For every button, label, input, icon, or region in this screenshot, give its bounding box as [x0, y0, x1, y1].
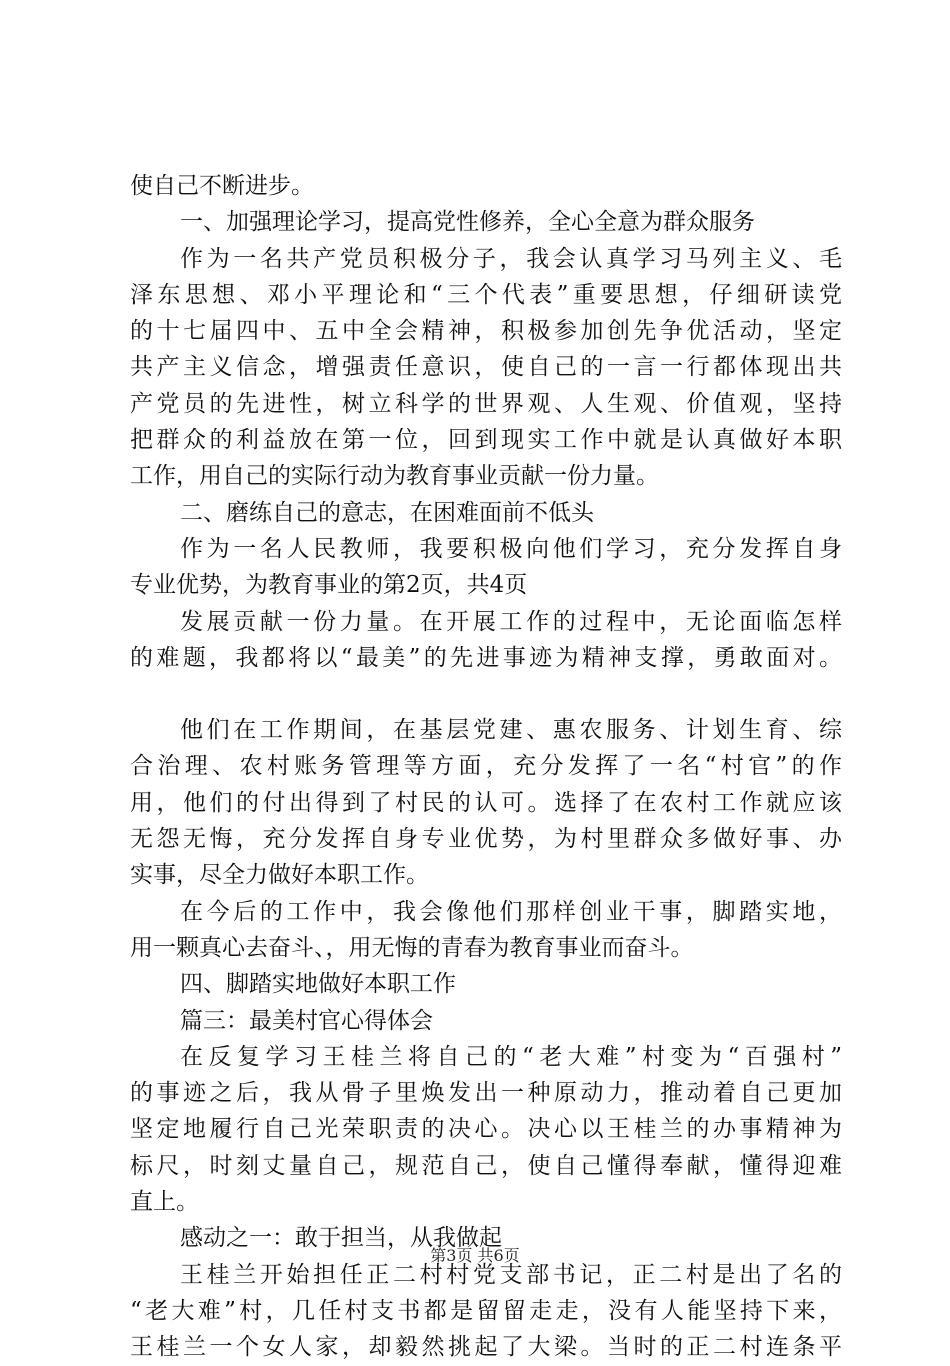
text-line: 坚定地履行自己光荣职责的决心。决心以王桂兰的办事精神为 — [130, 1116, 842, 1143]
text-line: 无怨无悔，充分发挥自身专业优势，为村里群众多做好事、办 — [130, 826, 842, 853]
text-line: 共产主义信念，增强责任意识，使自己的一言一行都体现出共 — [130, 354, 842, 381]
text-line: 实事，尽全力做好本职工作。 — [130, 862, 429, 889]
text-line: “老大难”村，几任村支书都是留留走走，没有人能坚持下来， — [130, 1297, 842, 1324]
text-line: 他们在工作期间，在基层党建、惠农服务、计划生育、综 — [180, 717, 842, 744]
text-line: 工作，用自己的实际行动为教育事业贡献一份力量。 — [130, 463, 659, 490]
text-line: 的事迹之后，我从骨子里焕发出一种原动力，推动着自己更加 — [130, 1080, 842, 1107]
text-line: 作为一名共产党员积极分子，我会认真学习马列主义、毛 — [180, 245, 842, 272]
text-line: 使自己不断进步。 — [130, 173, 314, 199]
text-line: 标尺，时刻丈量自己，规范自己，使自己懂得奉献，懂得迎难 — [130, 1152, 842, 1179]
text-line: 泽东思想、邓小平理论和“三个代表”重要思想，仔细研读党 — [130, 281, 842, 308]
section-heading-1: 一、加强理论学习，提高党性修养，全心全意为群众服务 — [180, 209, 755, 236]
text-line: 用，他们的付出得到了村民的认可。选择了在农村工作就应该 — [130, 789, 842, 816]
section-heading-2: 二、磨练自己的意志，在困难面前不低头 — [180, 499, 594, 526]
subsection-heading: 感动之一：敢于担当，从我做起 — [180, 1225, 502, 1252]
text-line: 王桂兰开始担任正二村村党支部书记，正二村是出了名的 — [180, 1261, 842, 1288]
text-line: 在今后的工作中，我会像他们那样创业干事，脚踏实地， — [180, 898, 842, 925]
text-line: 合治理、农村账务管理等方面，充分发挥了一名“村官”的作 — [130, 753, 842, 780]
text-line: 王桂兰一个女人家，却毅然挑起了大梁。当时的正二村连条平 — [130, 1334, 842, 1361]
body-text — [130, 168, 842, 1366]
text-line: 作为一名人民教师，我要积极向他们学习，充分发挥自身 — [180, 535, 842, 562]
chapter-heading: 篇三：最美村官心得体会 — [180, 1007, 433, 1034]
page-footer: 第3页 共6页 — [430, 1246, 520, 1265]
text-line: 产党员的先进性，树立科学的世界观、人生观、价值观，坚持 — [130, 390, 842, 417]
text-line: 的难题，我都将以“最美”的先进事迹为精神支撑，勇敢面对。 — [130, 644, 842, 671]
text-line: 的十七届四中、五中全会精神，积极参加创先争优活动，坚定 — [130, 318, 842, 345]
section-heading-4: 四、脚踏实地做好本职工作 — [180, 971, 456, 998]
text-line: 在反复学习王桂兰将自己的“老大难”村变为“百强村” — [180, 1043, 842, 1070]
text-line: 把群众的利益放在第一位，回到现实工作中就是认真做好本职 — [130, 427, 842, 454]
text-line: 直上。 — [130, 1189, 199, 1216]
text-line: 专业优势，为教育事业的第2页，共4页 — [130, 572, 528, 599]
paragraph-gap — [130, 676, 842, 712]
text-line: 发展贡献一份力量。在开展工作的过程中，无论面临怎样 — [180, 608, 842, 635]
text-line: 用一颗真心去奋斗、，用无悔的青春为教育事业而奋斗。 — [130, 934, 694, 961]
